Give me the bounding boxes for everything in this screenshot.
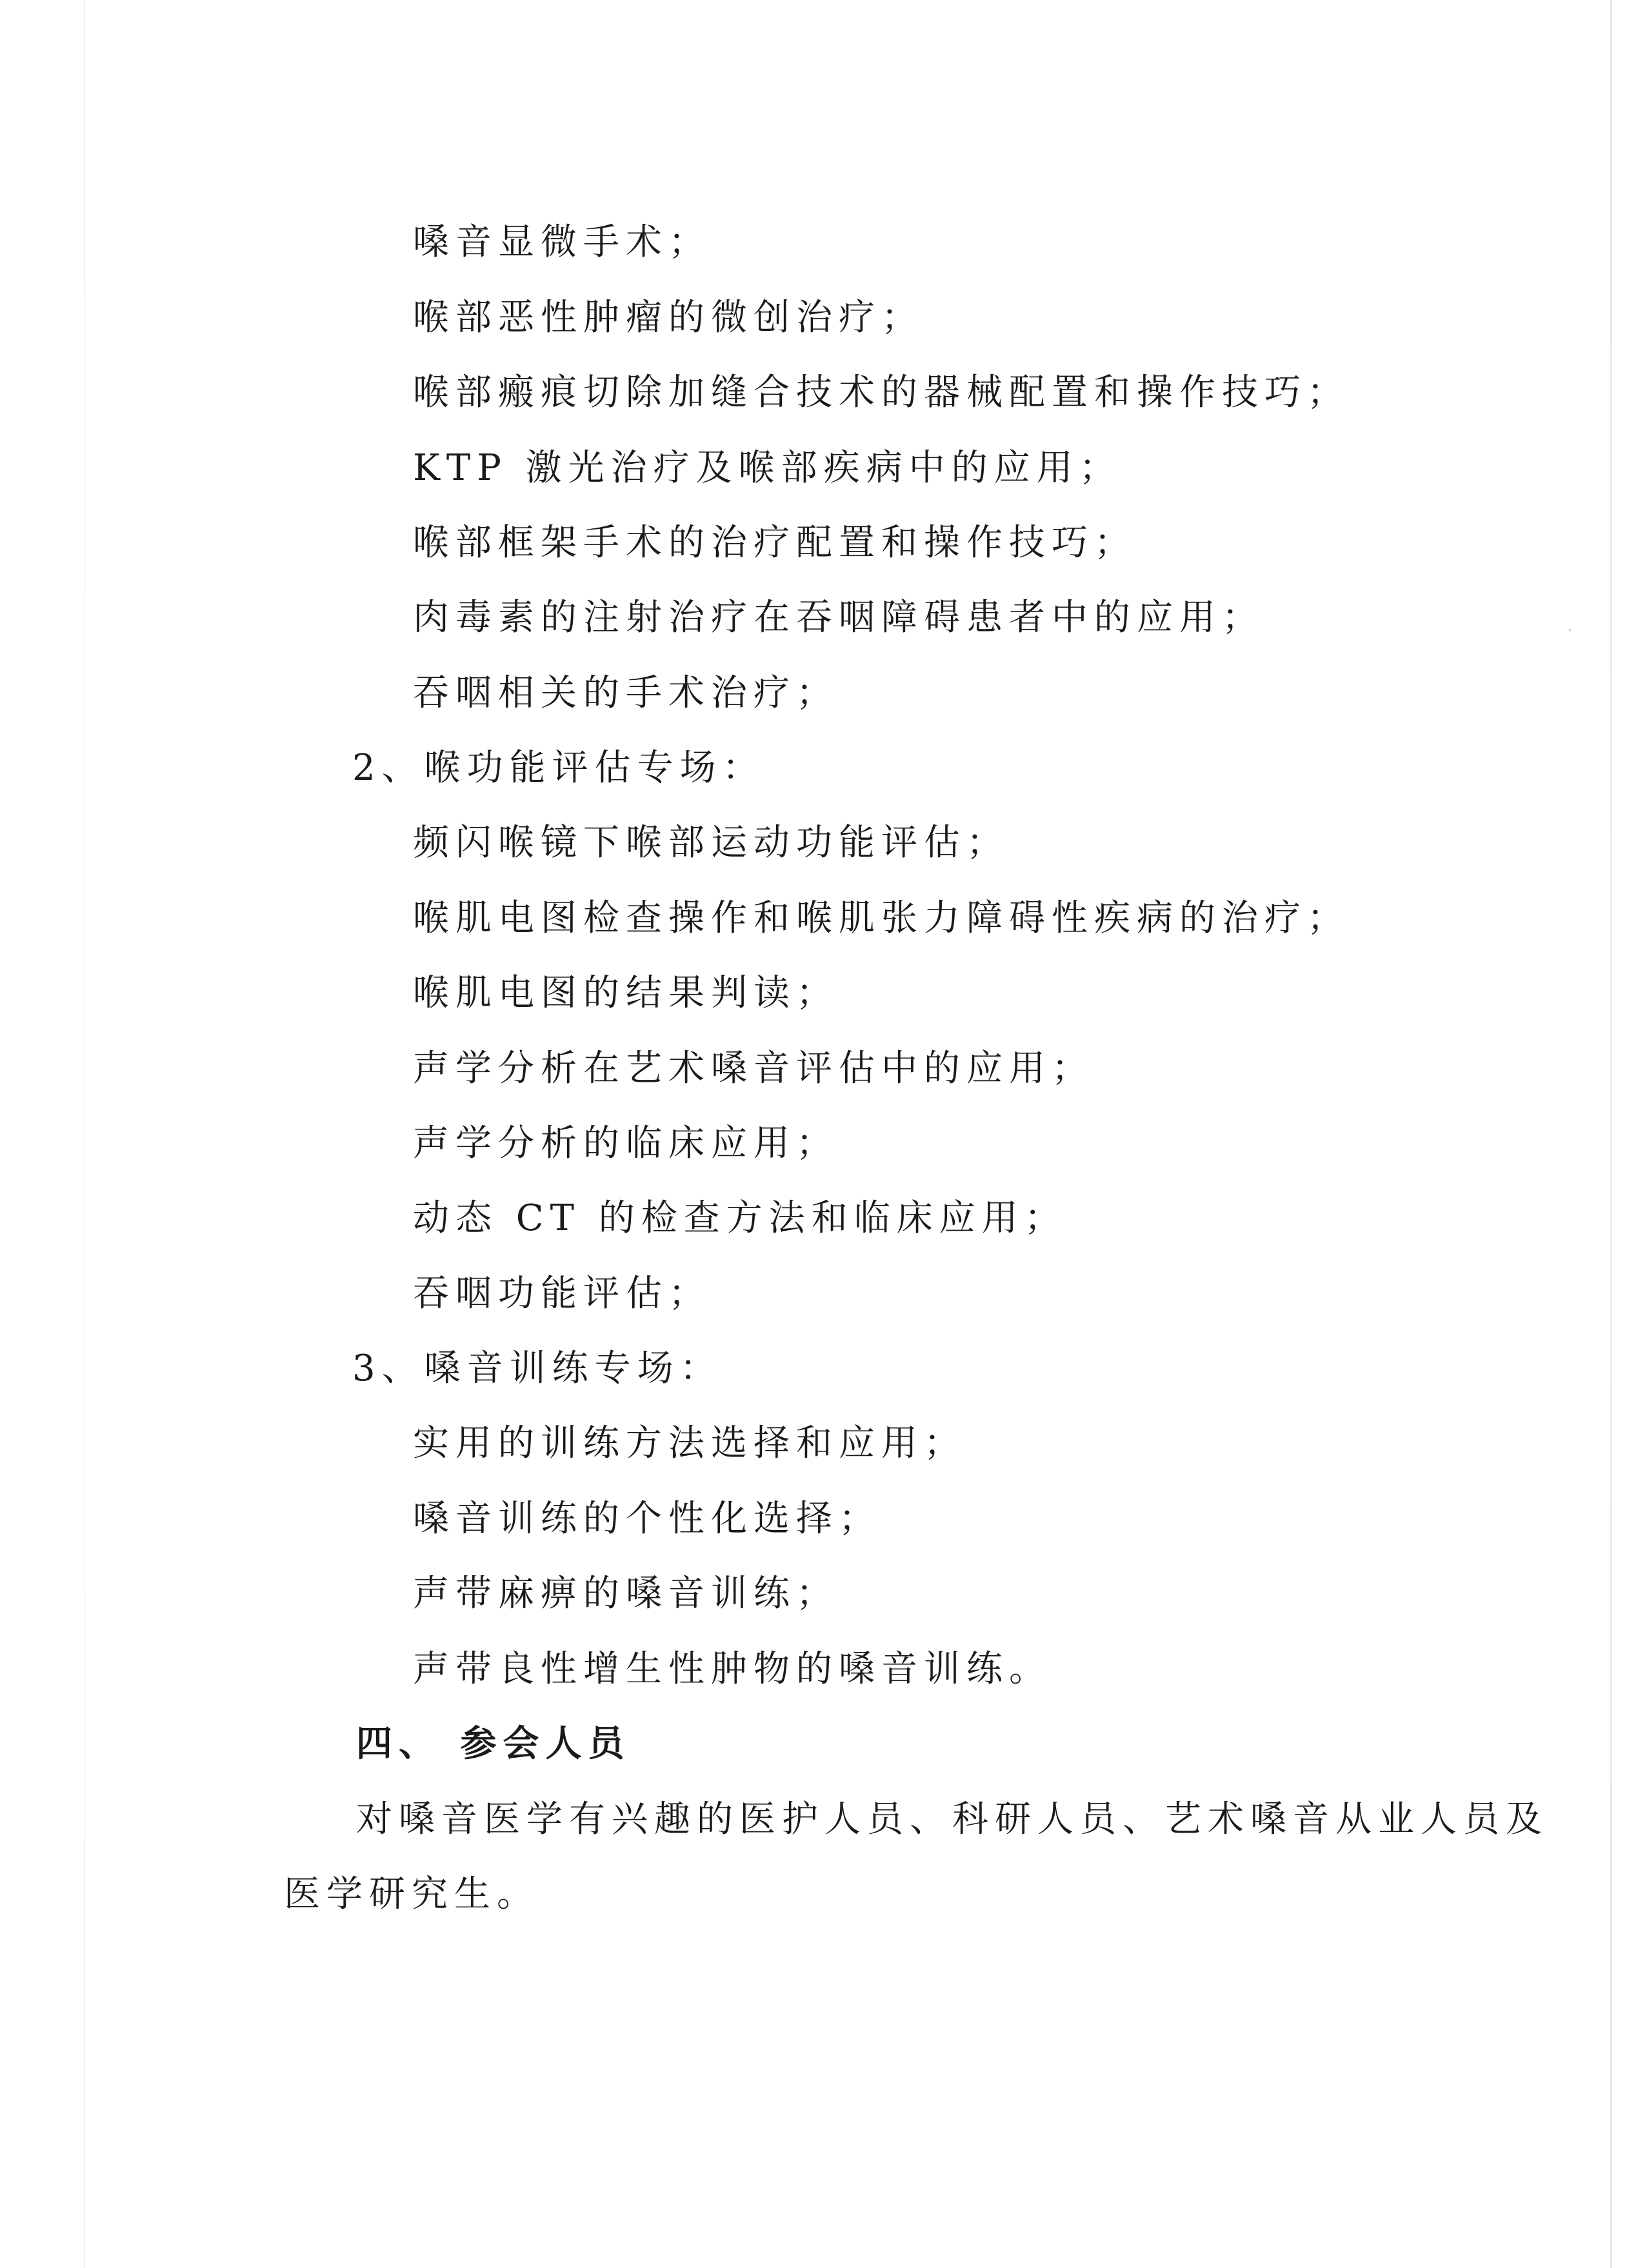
section-heading: 四、 参会人员 [356, 1722, 631, 1765]
scan-edge-left [84, 0, 85, 2268]
list-item: 喉肌电图的结果判读； [413, 972, 839, 1014]
list-item: 肉毒素的注射治疗在吞咽障碍患者中的应用； [413, 597, 1264, 639]
list-item: 吞咽相关的手术治疗； [413, 672, 839, 714]
list-item: 吞咽功能评估； [413, 1273, 711, 1315]
list-item: 声学分析在艺术嗓音评估中的应用； [413, 1048, 1094, 1089]
list-item: 喉肌电图检查操作和喉肌张力障碍性疾病的治疗； [413, 897, 1350, 939]
session-heading: 2、喉功能评估专场： [352, 747, 765, 789]
list-item: 实用的训练方法选择和应用； [413, 1422, 966, 1464]
paragraph-line: 医学研究生。 [284, 1873, 539, 1915]
list-item: 声带麻痹的嗓音训练； [413, 1573, 839, 1615]
scan-speck [1569, 629, 1571, 631]
session-heading: 3、嗓音训练专场： [352, 1348, 723, 1389]
list-item: KTP 激光治疗及喉部疾病中的应用； [413, 447, 1122, 489]
list-item: 喉部瘢痕切除加缝合技术的器械配置和操作技巧； [413, 372, 1350, 413]
list-item: 喉部恶性肿瘤的微创治疗； [413, 297, 924, 339]
list-item: 频闪喉镜下喉部运动功能评估； [413, 822, 1009, 864]
list-item: 声学分析的临床应用； [413, 1122, 839, 1164]
list-item: 嗓音训练的个性化选择； [413, 1498, 881, 1540]
list-item: 声带良性增生性肿物的嗓音训练。 [413, 1648, 1052, 1690]
list-item: 喉部框架手术的治疗配置和操作技巧； [413, 522, 1137, 564]
list-item: 动态 CT 的检查方法和临床应用； [413, 1197, 1067, 1239]
paragraph-line: 对嗓音医学有兴趣的医护人员、科研人员、艺术嗓音从业人员及 [356, 1798, 1548, 1840]
list-item: 嗓音显微手术； [413, 221, 711, 263]
scan-edge-right [1610, 0, 1612, 2268]
